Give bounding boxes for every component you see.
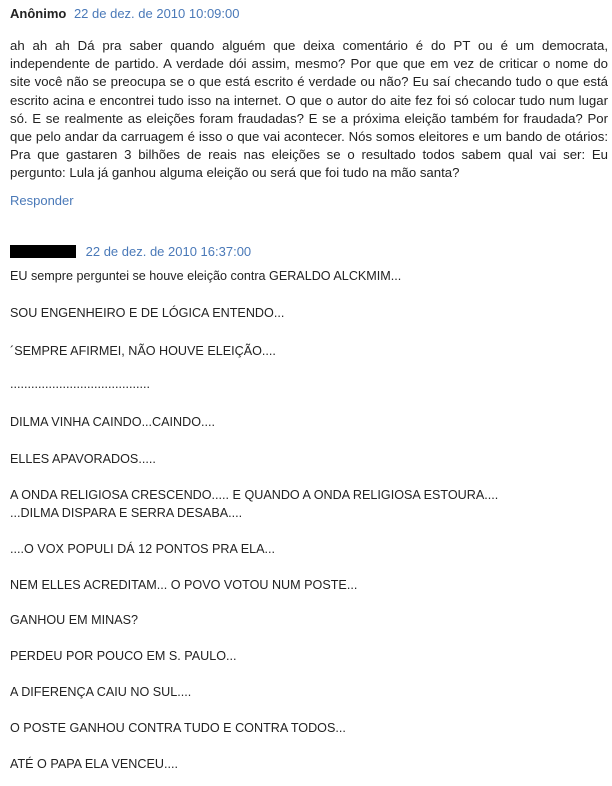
comment-line: SOU ENGENHEIRO E DE LÓGICA ENTENDO... xyxy=(10,306,285,320)
comment xyxy=(10,5,608,210)
comment-body: ah ah ah Dá pra saber quando alguém que deixa comentário é do PT ou é um democrata, independente de partido. A verdade dói assim, mesmo? Por que que em vez de criticar o nome do site você não se preocupa se o que está escrito é verdade ou não? Eu saí checando tudo o que está escrito acina e encontrei tudo isso na internet. O que o autor do aite fez foi só colocar tudo num lugar só. E se realmente as eleições foram fraudadas? E se a próxima eleição também for fraudada? Por que pelo andar da carruagem é isso o que vai acontecer. Nós somos eleitores e um bando de otários: Pra que gastaren 3 bilhões de reais nas eleições se o resultado todos sabem qual vai ser: Eu pergunto: Lula já ganhou alguma eleição ou será que foi tudo na mão santa? xyxy=(10,38,608,181)
comment-line: PERDEU POR POUCO EM S. PAULO... xyxy=(10,649,237,663)
comment-line: A DIFERENÇA CAIU NO SUL.... xyxy=(10,685,192,699)
comment-line: NEM ELLES ACREDITAM... O POVO VOTOU NUM POSTE... xyxy=(10,578,358,592)
comment-timestamp-link[interactable]: 22 de dez. de 2010 16:37:00 xyxy=(85,244,252,259)
comment-line: ...DILMA DISPARA E SERRA DESABA.... xyxy=(10,506,243,520)
reply-link[interactable]: Responder xyxy=(10,192,74,208)
comment-line: ........................................ xyxy=(10,377,150,391)
comment-line: EU sempre perguntei se houve eleição contra GERALDO ALCKMIM... xyxy=(10,269,402,283)
comment-header xyxy=(10,5,608,23)
redacted-author xyxy=(10,245,76,258)
comment-line: DILMA VINHA CAINDO...CAINDO.... xyxy=(10,415,216,429)
comment-author: Anônimo xyxy=(10,6,67,21)
comment-line: ELLES APAVORADOS..... xyxy=(10,452,156,466)
comment-header xyxy=(10,243,608,261)
comment-line: ´SEMPRE AFIRMEI, NÃO HOUVE ELEIÇÃO.... xyxy=(10,344,276,358)
comment-line: A ONDA RELIGIOSA CRESCENDO..... E QUANDO A ONDA RELIGIOSA ESTOURA.... xyxy=(10,488,499,502)
comment-line: ATÉ O PAPA ELA VENCEU.... xyxy=(10,757,178,771)
comment xyxy=(10,243,608,771)
comment-line: ....O VOX POPULI DÁ 12 PONTOS PRA ELA... xyxy=(10,542,276,556)
comment-line: O POSTE GANHOU CONTRA TUDO E CONTRA TODOS... xyxy=(10,721,346,735)
comment-timestamp-link[interactable]: 22 de dez. de 2010 10:09:00 xyxy=(73,6,240,21)
comment-line: GANHOU EM MINAS? xyxy=(10,613,139,627)
